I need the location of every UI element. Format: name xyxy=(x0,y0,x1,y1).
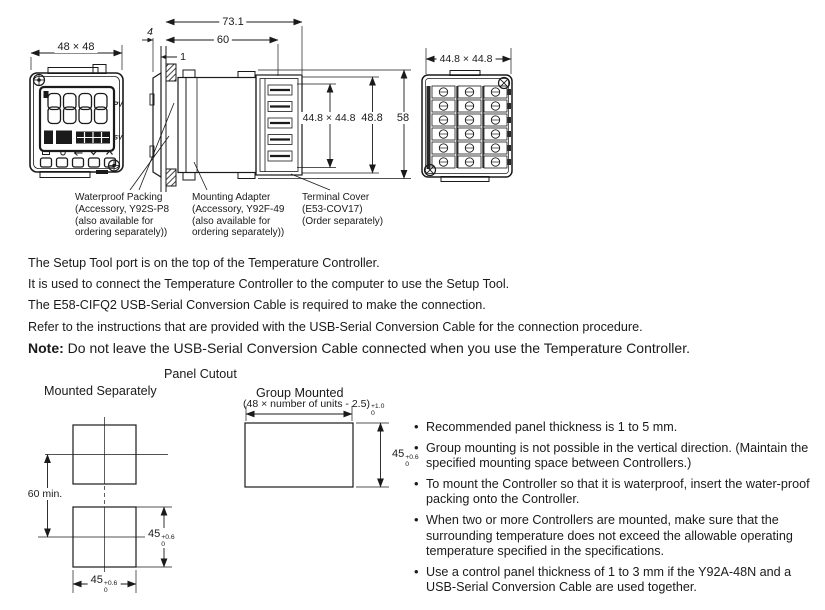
tolerance-lower: 0 xyxy=(161,540,166,548)
callout-line: (E53-COV17) xyxy=(302,203,363,215)
callout-line: (Accessory, Y92S-P8 xyxy=(75,203,170,215)
mounting-adapter-callout xyxy=(192,192,284,239)
mounting-note: • Recommended panel thickness is 1 to 5 mm. xyxy=(413,420,821,436)
side-total-depth-dimension: 73.1 xyxy=(219,16,246,28)
dim-value: 45 xyxy=(392,448,405,460)
sv-label: SV xyxy=(113,134,123,142)
formula-text: (48 × number of units - 2.5) xyxy=(243,398,370,410)
side-cover-dimension: 48.8 xyxy=(358,112,385,124)
mounting-note: • Use a control panel thickness of 1 to 3 mm if the Y92A-48N and a USB-Serial Conversion Cable are used together. xyxy=(413,565,821,596)
tolerance-lower: 0 xyxy=(405,460,410,468)
spacing-dimension: 60 min. xyxy=(25,488,65,500)
formula-tolerance xyxy=(371,404,384,417)
setup-text-line: The Setup Tool port is on the top of the Temperature Controller. xyxy=(28,256,380,270)
callout-line: ordering separately)) xyxy=(75,227,168,239)
separate-width-dimension xyxy=(88,574,121,594)
callout-line: Terminal Cover xyxy=(302,192,370,203)
tolerance-lower: 0 xyxy=(103,586,108,594)
callout-line: ordering separately)) xyxy=(192,227,285,239)
front-view-drawing xyxy=(30,45,123,178)
setup-text-line: The E58-CIFQ2 USB-Serial Conversion Cable is required to make the connection. xyxy=(28,298,486,313)
tolerance-lower: 0 xyxy=(370,409,375,417)
callout-line: Waterproof Packing xyxy=(75,192,163,203)
side-front-dimension: 4 xyxy=(144,26,156,38)
side-height-dimension: 58 xyxy=(394,112,412,124)
tolerance-upper: +0.6 xyxy=(405,454,419,461)
dim-tolerance xyxy=(161,535,174,548)
terminal-cover-callout xyxy=(302,192,383,227)
tolerance-upper: +1.0 xyxy=(370,403,385,410)
group-width-formula xyxy=(243,398,384,417)
callout-line: (Accessory, Y92F-49 xyxy=(192,203,285,215)
mounting-notes-list xyxy=(413,420,821,601)
pv-label: PV xyxy=(113,101,123,109)
setup-text-line: It is used to connect the Temperature Controller to the computer to use the Setup Tool. xyxy=(28,277,510,292)
setup-text-line: Refer to the instructions that are provided with the USB-Serial Conversion Cable for the connection procedure. xyxy=(28,319,643,334)
mounting-note: • When two or more Controllers are mounted, make sure that the surrounding temperature does not exceed the allowable operating temperature specified in the specifications. xyxy=(413,513,821,560)
dim-value: 45 xyxy=(90,574,103,586)
side-terminal-dimension: 44.8 × 44.8 xyxy=(300,112,359,124)
dim-tolerance xyxy=(104,581,117,594)
dim-value: 45 xyxy=(148,528,161,540)
side-gap-dimension: 1 xyxy=(177,51,189,63)
waterproof-packing-callout xyxy=(75,192,169,239)
front-width-dimension: 48 × 48 xyxy=(54,41,97,53)
mounting-note: • To mount the Controller so that it is waterproof, insert the water-proof packing onto the Controller. xyxy=(413,477,821,508)
group-mounted-heading: Group Mounted xyxy=(256,386,344,400)
callout-line: Mounting Adapter xyxy=(192,192,271,203)
side-body-depth-dimension: 60 xyxy=(214,34,232,46)
panel-cutout-title: Panel Cutout xyxy=(164,367,237,381)
setup-tool-text xyxy=(28,256,808,362)
mounted-separately-heading: Mounted Separately xyxy=(44,384,157,398)
separate-height-dimension xyxy=(145,528,178,548)
rear-view-drawing xyxy=(422,48,512,182)
callout-line: (also available for xyxy=(192,215,271,227)
tolerance-upper: +0.6 xyxy=(161,534,175,541)
tolerance-upper: +0.6 xyxy=(103,580,118,587)
rear-width-dimension: 44.8 × 44.8 xyxy=(437,53,496,65)
mounting-note: • Group mounting is not possible in the vertical direction. (Maintain the specified mounting space between Controllers.) xyxy=(413,441,821,472)
callout-line: (Order separately) xyxy=(302,215,384,227)
side-view-drawing xyxy=(142,22,411,192)
note-label: Note: xyxy=(28,339,64,356)
callout-line: (also available for xyxy=(75,215,154,227)
note-body: Do not leave the USB-Serial Conversion Cable connected when you use the Temperature Controller. xyxy=(63,339,690,356)
setup-note xyxy=(28,341,808,356)
